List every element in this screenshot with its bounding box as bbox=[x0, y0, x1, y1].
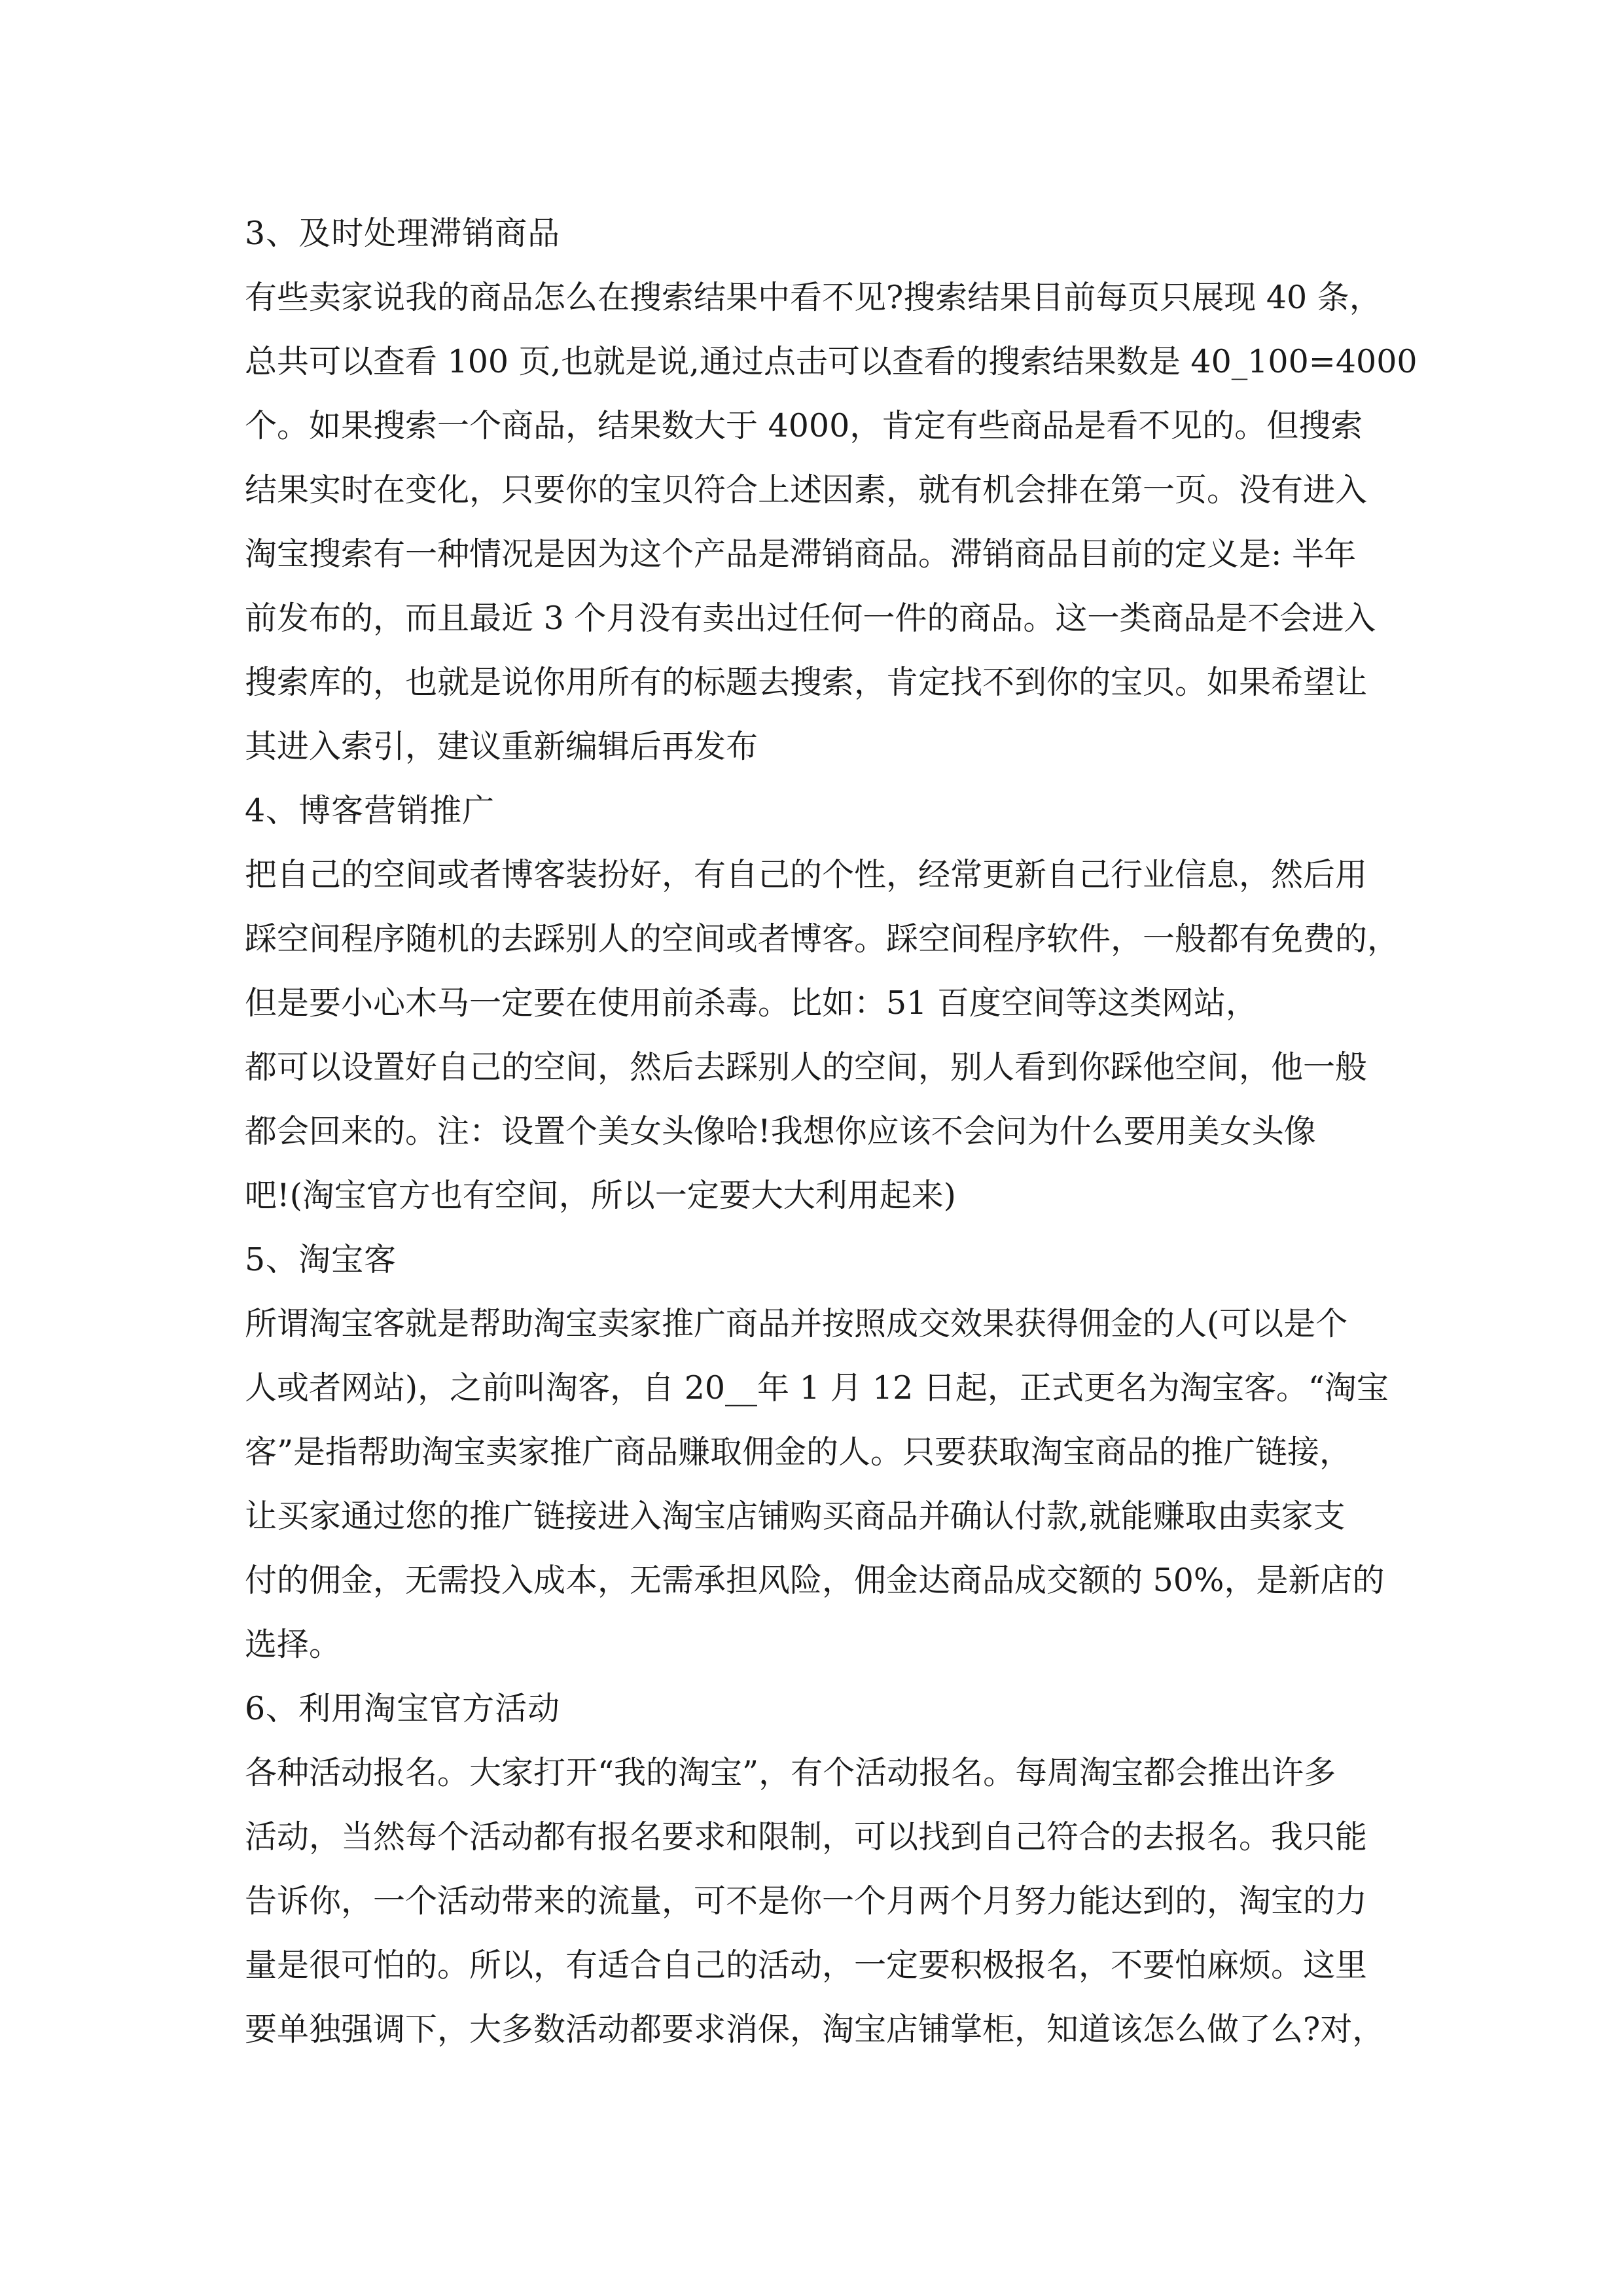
section-official-activities bbox=[245, 1677, 1383, 2062]
paragraph-line: 总共可以查看 100 页,也就是说,通过点击可以查看的搜索结果数是 40_100=4000 bbox=[245, 343, 1418, 380]
section-heading: 3、及时处理滞销商品 bbox=[245, 215, 561, 252]
paragraph-line: 人或者网站)，之前叫淘客，自 20__年 1 月 12 日起，正式更名为淘宝客。“淘宝 bbox=[245, 1369, 1389, 1407]
paragraph-line: 告诉你，一个活动带来的流量，可不是你一个月两个月努力能达到的，淘宝的力 bbox=[245, 1882, 1368, 1920]
section-heading: 6、利用淘宝官方活动 bbox=[245, 1690, 561, 1727]
section-heading: 4、博客营销推广 bbox=[245, 792, 495, 829]
paragraph-line: 量是很可怕的。所以，有适合自己的活动，一定要积极报名，不要怕麻烦。这里 bbox=[245, 1946, 1368, 1984]
paragraph-line: 踩空间程序随机的去踩别人的空间或者博客。踩空间程序软件，一般都有免费的， bbox=[245, 920, 1400, 958]
paragraph-line: 把自己的空间或者博客装扮好，有自己的个性，经常更新自己行业信息，然后用 bbox=[245, 856, 1368, 893]
paragraph-line: 淘宝搜索有一种情况是因为这个产品是滞销商品。滞销商品目前的定义是: 半年 bbox=[245, 535, 1357, 573]
paragraph-line: 都可以设置好自己的空间，然后去踩别人的空间，别人看到你踩他空间，他一般 bbox=[245, 1049, 1368, 1086]
paragraph-line: 前发布的，而且最近 3 个月没有卖出过任何一件的商品。这一类商品是不会进入 bbox=[245, 600, 1376, 637]
paragraph-line: 但是要小心木马一定要在使用前杀毒。比如：51 百度空间等这类网站， bbox=[245, 984, 1258, 1022]
paragraph-line: 结果实时在变化，只要你的宝贝符合上述因素，就有机会排在第一页。没有进入 bbox=[245, 471, 1368, 509]
paragraph-line: 其进入索引，建议重新编辑后再发布 bbox=[245, 728, 758, 765]
paragraph-line: 要单独强调下，大多数活动都要求消保，淘宝店铺掌柜，知道该怎么做了么?对， bbox=[245, 2011, 1385, 2048]
paragraph-line: 各种活动报名。大家打开“我的淘宝”，有个活动报名。每周淘宝都会推出许多 bbox=[245, 1754, 1336, 1791]
paragraph-line: 客”是指帮助淘宝卖家推广商品赚取佣金的人。只要获取淘宝商品的推广链接， bbox=[245, 1433, 1352, 1471]
section-heading: 5、淘宝客 bbox=[245, 1241, 397, 1278]
paragraph-line: 吧!(淘宝官方也有空间，所以一定要大大利用起来) bbox=[245, 1177, 956, 1214]
paragraph-line: 活动，当然每个活动都有报名要求和限制，可以找到自己符合的去报名。我只能 bbox=[245, 1818, 1368, 1856]
paragraph-line: 搜索库的，也就是说你用所有的标题去搜索，肯定找不到你的宝贝。如果希望让 bbox=[245, 664, 1368, 701]
paragraph-line: 付的佣金，无需投入成本，无需承担风险，佣金达商品成交额的 50%，是新店的 bbox=[245, 1562, 1385, 1599]
paragraph-line: 有些卖家说我的商品怎么在搜索结果中看不见?搜索结果目前每页只展现 40 条， bbox=[245, 279, 1382, 316]
section-slow-moving-goods bbox=[245, 202, 1418, 779]
paragraph-line: 选择。 bbox=[245, 1626, 342, 1663]
paragraph-line: 都会回来的。注：设置个美女头像哈!我想你应该不会问为什么要用美女头像 bbox=[245, 1113, 1316, 1150]
section-taobaoke bbox=[245, 1228, 1389, 1677]
paragraph-line: 让买家通过您的推广链接进入淘宝店铺购买商品并确认付款,就能赚取由卖家支 bbox=[245, 1498, 1346, 1535]
paragraph-line: 个。如果搜索一个商品，结果数大于 4000，肯定有些商品是看不见的。但搜索 bbox=[245, 407, 1363, 444]
paragraph-line: 所谓淘宝客就是帮助淘宝卖家推广商品并按照成交效果获得佣金的人(可以是个 bbox=[245, 1305, 1348, 1342]
section-blog-marketing bbox=[245, 779, 1400, 1228]
document-body bbox=[245, 202, 1418, 2062]
